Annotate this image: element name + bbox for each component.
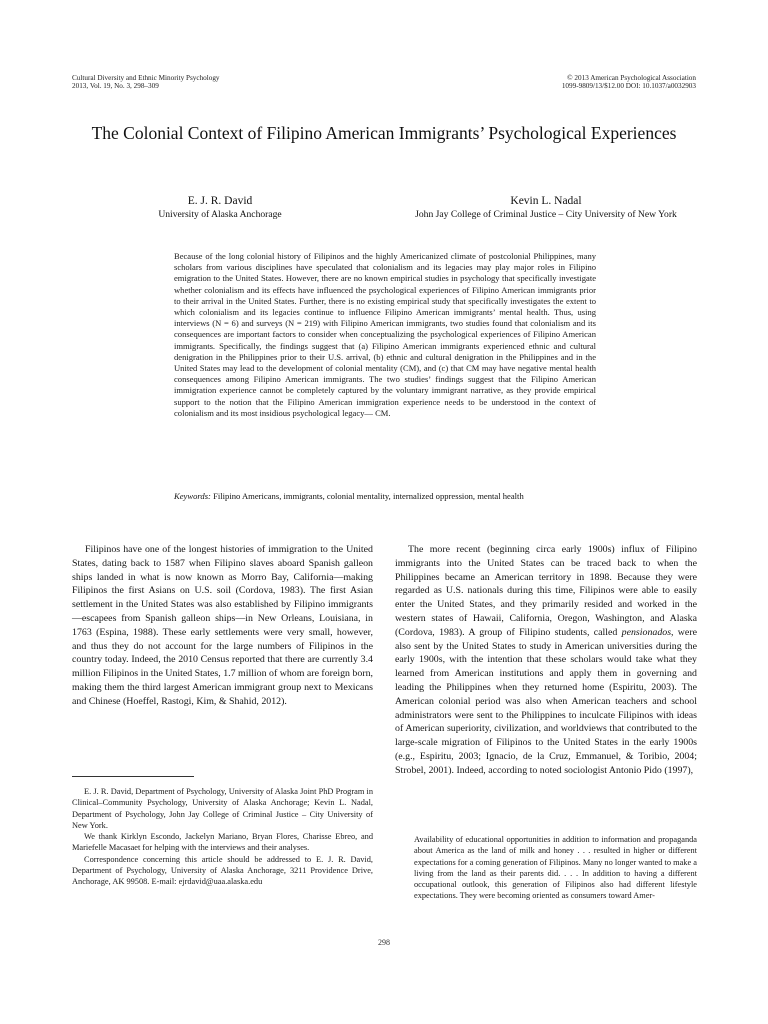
keywords-label: Keywords: (174, 491, 211, 501)
body-paragraph: The more recent (beginning circa early 1900s) influx of Filipino immigrants into the United States can be traced back to when the Philippines became an American territory in 1898. Because they were regarded as U.S. nationals during this time, Filipinos were able to easily enter the United States, and they primarily resided and worked in the western states of Hawaii, California, Oregon, Washington, and Alaska (Cordova, 1983). A group of Filipino students, called pensionados, were also sent by the United States to study in American universities during the early 1900s, with the intention that these scholars would take what they learned from American institutions and apply them in governing and leading the Philippines when they returned home (Espiritu, 2003). The American colonial period was also when American teachers and school administrators were sent to the Philippines to inculcate Filipinos with ideas of American superiority, civilization, and worldviews that contributed to the large-scale migration of Filipinos to the United States in the early 1900s (e.g., Espiritu, 2003; Ignacio, de la Cruz, Emmanuel, & Toribio, 2004; Strobel, 2001). Indeed, according to noted sociologist Antonio Pido (1997), (395, 544, 697, 776)
doi-line: 1099-9809/13/$12.00 DOI: 10.1037/a0032903 (561, 82, 696, 91)
author-affiliation: John Jay College of Criminal Justice – City University of New York (415, 209, 677, 220)
italic-term: pensionados (621, 626, 672, 638)
block-quote: Availability of educational opportunities in addition to information and propaganda about America as the land of milk and honey . . . resulted in higher or different expectations for a coming generation of Filipinos. Many no longer wanted to make a living from the land as their parents did. . . . In addition to having a different occupational outlook, this generation of Filipinos also had different lifestyle expectations. They were becoming oriented as consumers toward Amer- (414, 835, 697, 901)
journal-header (72, 74, 220, 91)
author-block (120, 194, 320, 221)
footnote-paragraph: We thank Kirklyn Escondo, Jackelyn Mariano, Bryan Flores, Charisse Ebreo, and Mariefelle Macasaet for helping with the interviews and their analyses. (72, 832, 373, 853)
keywords (174, 491, 604, 502)
author-affiliation: University of Alaska Anchorage (158, 209, 282, 220)
author-name: E. J. R. David (187, 195, 253, 207)
body-column-left (72, 543, 373, 709)
footnote-divider (72, 776, 194, 777)
author-name: Kevin L. Nadal (510, 195, 582, 207)
keywords-text: Filipino Americans, immigrants, colonial mentality, internalized oppression, mental health (213, 491, 524, 501)
body-paragraph: Filipinos have one of the longest histories of immigration to the United States, dating back to 1587 when Filipino slaves aboard Spanish galleon ships landed in what is now known as Morro Bay, California—making Filipinos the first Asians on U.S. soil (Cordova, 1983). The first Asian settlement in the United States was also established by Filipino immigrants—escapees from Spanish galleon ships—in New Orleans, Louisiana, in 1763 (Espina, 1988). These early settlements were very small, however, and thus they do not account for the large numbers of Filipinos in the country today. Indeed, the 2010 Census reported that there are currently 3.4 million Filipinos in the United States, 1.7 million of whom are foreign born, making them the third largest American immigrant group next to Mexicans and Chinese (Hoeffel, Rastogi, Kim, & Shahid, 2012). (72, 544, 373, 707)
body-column-right (395, 543, 697, 778)
page-number: 298 (378, 938, 390, 947)
copyright-notice: © 2013 American Psychological Association (567, 74, 696, 82)
article-title: The Colonial Context of Filipino American Immigrants’ Psychological Experiences (91, 123, 677, 143)
journal-name: Cultural Diversity and Ethnic Minority Psychology (72, 74, 220, 82)
footnote-paragraph: Correspondence concerning this article should be addressed to E. J. R. David, Department of Psychology, University of Alaska Anchorage, 3211 Providence Drive, Anchorage, AK 99508. E-mail: ejrdavid@uaa.alaska.edu (72, 854, 373, 887)
volume-info: 2013, Vol. 19, No. 3, 298–309 (72, 82, 159, 91)
author-block (404, 194, 688, 221)
footnote-paragraph: E. J. R. David, Department of Psychology, University of Alaska Joint PhD Program in Clinical–Community Psychology, University of Alaska Anchorage; Kevin L. Nadal, Department of Psychology, John Jay College of Criminal Justice – City University of New York. (72, 787, 373, 830)
copyright-header (562, 74, 696, 91)
author-note (72, 786, 373, 888)
abstract: Because of the long colonial history of Filipinos and the highly Americanized climate of postcolonial Philippines, many scholars from various disciplines have speculated that colonialism and its legacies may play major roles in Filipino emigration to the United States. However, there are no known empirical studies in psychology that specifically investigate whether colonialism and its effects have influenced the psychological experiences of Filipino American immigrants prior to their arrival in the United States. Further, there is no existing empirical study that specifically investigates the extent to which colonialism and its legacies continue to influence Filipino American immigrants’ mental health. Thus, using interviews (N = 6) and surveys (N = 219) with Filipino American immigrants, two studies found that colonialism and its consequences are important factors to consider when conceptualizing the psychological experiences of Filipino American immigrants. Specifically, the findings suggest that (a) Filipino American immigrants experienced ethnic and cultural denigration in the Philippines prior to their U.S. arrival, (b) ethnic and cultural denigration in the Philippines and in the United States may lead to the development of colonial mentality (CM), and (c) that CM may have negative mental health consequences among Filipino American immigrants. The two studies’ findings suggest that the Filipino American immigration experience cannot be completely captured by the voluntary immigrant narrative, as they provide empirical support to the notion that the Filipino American immigration experience needs to be understood in the context of colonialism and its most insidious psychological legacy— CM. (174, 251, 596, 418)
